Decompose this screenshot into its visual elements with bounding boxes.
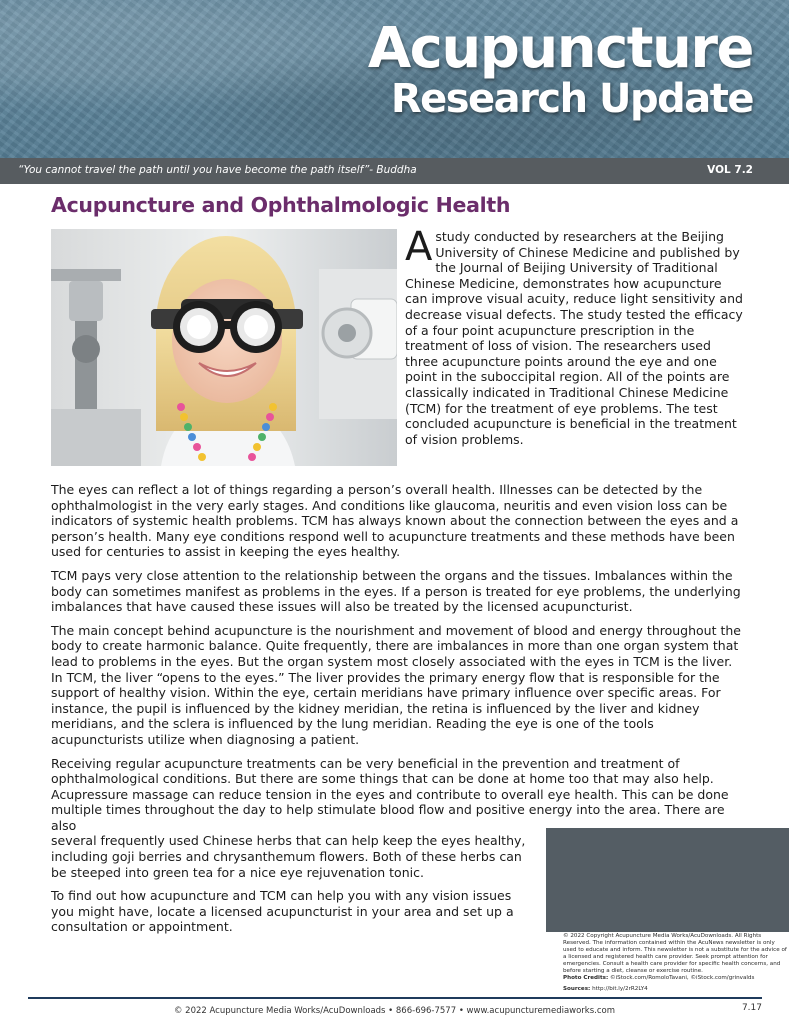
body-paragraph-2: TCM pays very close attention to the relationship between the organs and the tissues. Imbalances within the body can sometimes manifest as problems in the eyes. If a person is treated for eye problems, the underlying imbalances that have caused these issues will also be treated by the licensed acupuncturist. (51, 567, 741, 615)
photo-credits-text: ©iStock.com/RomoloTavani, ©iStock.com/grinvalds (610, 975, 755, 981)
child-eye-exam-photo (51, 229, 397, 466)
volume-label: VOL 7.2 (707, 164, 753, 176)
intro-paragraph (405, 224, 745, 447)
body-paragraph-4-top: Receiving regular acupuncture treatments can be very beneficial in the prevention and treatment of ophthalmological conditions. But there are some things that can be done at home too that may also help. Acupressure massage can reduce tension in the eyes and contribute to overall eye health. This can be done multiple times throughout the day to help stimulate blood flow and positive energy into the area. There are also (51, 755, 729, 833)
photo-credits (563, 975, 787, 982)
photo-credits-label: Photo Credits: (563, 975, 609, 981)
masthead-title-line1: Acupuncture (367, 16, 753, 81)
body-paragraph-5: To find out how acupuncture and TCM can help you with any vision issues you might have, locate a licensed acupuncturist in your area and set up a consultation or appointment. (51, 888, 514, 935)
body-paragraph-1: The eyes can reflect a lot of things regarding a person’s overall health. Illnesses can be detected by the ophthalmologist in the very early stages. And conditions like glaucoma, neuritis and even vision loss can be indicators of systemic health problems. TCM has always known about the connection between the eyes and a person’s health. Many eye conditions respond well to acupuncture treatments and these methods have been used for centuries to assist in keeping the eyes healthy. (51, 482, 739, 560)
quote-bar (0, 158, 789, 184)
legal-notice (563, 933, 787, 993)
issue-code: 7.17 (741, 1003, 762, 1013)
buddha-quote: “You cannot travel the path until you have become the path itself”- Buddha (18, 164, 417, 176)
drop-cap: A (405, 224, 433, 270)
grey-info-box (546, 828, 789, 932)
article-title: Acupuncture and Ophthalmologic Health (51, 193, 511, 217)
intro-text: study conducted by researchers at the Beijing University of Chinese Medicine and published by the Journal of Beijing University of Traditional Chinese Medicine, demonstrates how acupuncture can improve visual acuity, reduce light sensitivity and decrease visual defects. The study tested the efficacy of a four point acupuncture prescription in the treatment of loss of vision. The researchers used three acupuncture points around the eye and one point in the suboccipital region. All of the points are classically indicated in Traditional Chinese Medicine (TCM) for the treatment of eye problems. The test concluded acupuncture is beneficial in the treatment of vision problems. (405, 229, 743, 447)
footer-rule (28, 997, 762, 999)
body-paragraph-4-rest: several frequently used Chinese herbs that can help keep the eyes healthy, including goji berries and chrysanthemum flowers. Both of these herbs can be steeped into green tea for a nice eye rejuvenation tonic. (51, 833, 526, 880)
sources-label: Sources: (563, 986, 591, 992)
masthead-title-line2: Research Update (390, 76, 753, 122)
copyright-notice: © 2022 Copyright Acupuncture Media Works/AcuDownloads. All Rights Reserved. The information contained within the AcuNews newsletter is only used to educate and inform. This newsletter is not a substitute for the advice of a licensed and registered health care provider. Seek prompt attention for emergencies. Consult a health care provider for specific health concerns, and before starting a diet, cleanse or exercise routine. (563, 933, 787, 974)
sources-link[interactable]: http://bit.ly/2rR2LY4 (592, 986, 648, 992)
footer-text: © 2022 Acupuncture Media Works/AcuDownloads • 866-696-7577 • www.acupuncturemediaworks.com (173, 1006, 616, 1016)
header-banner (0, 0, 789, 158)
body-paragraph-3: The main concept behind acupuncture is the nourishment and movement of blood and energy throughout the body to create harmonic balance. Quite frequently, there are imbalances in more than one organ system that lead to problems in the eyes. But the organ system most closely associated with the eyes in TCM is the liver. In TCM, the liver “opens to the eyes.” The liver provides the primary energy flow that is responsible for the support of healthy vision. Within the eye, certain meridians have primary influence over specific areas. For instance, the pupil is influenced by the kidney meridian, the retina is influenced by the liver and kidney meridians, and the sclera is influenced by the lung meridian. Reading the eye is one of the tools acupuncturists utilize when diagnosing a patient. (51, 622, 741, 747)
body-paragraph-4 (51, 756, 745, 834)
sources (563, 986, 787, 993)
